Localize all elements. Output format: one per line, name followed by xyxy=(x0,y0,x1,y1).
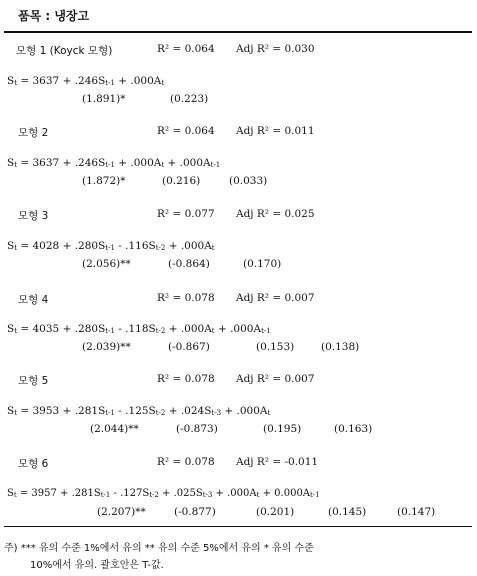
model-title: 모형 1 (Koyck 모형) xyxy=(16,45,113,57)
footnote-line-1: 주) *** 유의 수준 1%에서 유의 ** 유의 수준 5%에서 유의 * 유의 수준 xyxy=(4,543,314,554)
adj-r-squared: Adj R² = 0.011 xyxy=(236,125,315,137)
model-title: 모형 4 xyxy=(18,294,49,306)
t-value: (0.153) xyxy=(256,341,295,353)
t-value: (0.223) xyxy=(170,93,209,105)
bottom-rule xyxy=(4,526,472,527)
t-value: (0.201) xyxy=(256,506,295,518)
model-title: 모형 2 xyxy=(18,127,49,139)
adj-r-squared: Adj R² = -0.011 xyxy=(236,456,319,468)
adj-r-squared: Adj R² = 0.030 xyxy=(236,43,315,55)
regression-equation: $S_t = 3637 + .246S_{t-1} + .000A_t$ xyxy=(7,75,165,87)
t-value: (0.163) xyxy=(334,423,373,435)
r-squared: R² = 0.064 xyxy=(157,43,215,55)
t-value: (-0.877) xyxy=(174,506,216,518)
r-squared: R² = 0.078 xyxy=(157,292,215,304)
t-value: (2.039)** xyxy=(82,341,131,353)
top-rule xyxy=(4,31,472,33)
model-title: 모형 3 xyxy=(18,210,49,222)
regression-equation: $S_t = 4028 + .280S_{t-1} - .116S_{t-2} + .000A_t$ xyxy=(7,240,215,252)
t-value: (-0.873) xyxy=(176,423,218,435)
t-value: (2.056)** xyxy=(82,258,131,270)
t-value: (0.195) xyxy=(263,423,302,435)
r-squared: R² = 0.077 xyxy=(157,208,215,220)
t-value: (0.216) xyxy=(162,175,201,187)
item-label: 품목 : 냉장고 xyxy=(18,9,90,23)
model-title: 모형 6 xyxy=(18,458,49,470)
t-value: (-0.864) xyxy=(168,258,210,270)
adj-r-squared: Adj R² = 0.025 xyxy=(236,208,315,220)
t-value: (0.138) xyxy=(321,341,360,353)
t-value: (1.891)* xyxy=(82,93,126,105)
t-value: (0.145) xyxy=(328,506,367,518)
regression-equation: $S_t = 3637 + .246S_{t-1} + .000A_t + .000A_{t-1}$ xyxy=(7,157,221,169)
r-squared: R² = 0.064 xyxy=(157,125,215,137)
t-value: (-0.867) xyxy=(168,341,210,353)
adj-r-squared: Adj R² = 0.007 xyxy=(236,373,315,385)
regression-equation: $S_t = 3953 + .281S_{t-1} - .125S_{t-2} + .024S_{t-3} + .000A_t$ xyxy=(7,405,271,417)
r-squared: R² = 0.078 xyxy=(157,456,215,468)
t-value: (0.033) xyxy=(229,175,268,187)
t-value: (0.170) xyxy=(243,258,282,270)
adj-r-squared: Adj R² = 0.007 xyxy=(236,292,315,304)
footnote-line-2: 10%에서 유의. 괄호안은 T-값. xyxy=(30,560,164,571)
t-value: (1.872)* xyxy=(82,175,126,187)
t-value: (0.147) xyxy=(397,506,436,518)
t-value: (2.207)** xyxy=(97,506,146,518)
t-value: (2.044)** xyxy=(90,423,139,435)
model-title: 모형 5 xyxy=(18,375,49,387)
regression-equation: $S_t = 3957 + .281S_{t-1} - .127S_{t-2} + .025S_{t-3} + .000A_t + 0.000A_{t-1}$ xyxy=(7,488,320,499)
r-squared: R² = 0.078 xyxy=(157,373,215,385)
regression-equation: $S_t = 4035 + .280S_{t-1} - .118S_{t-2} + .000A_t + .000A_{t-1}$ xyxy=(7,323,271,335)
